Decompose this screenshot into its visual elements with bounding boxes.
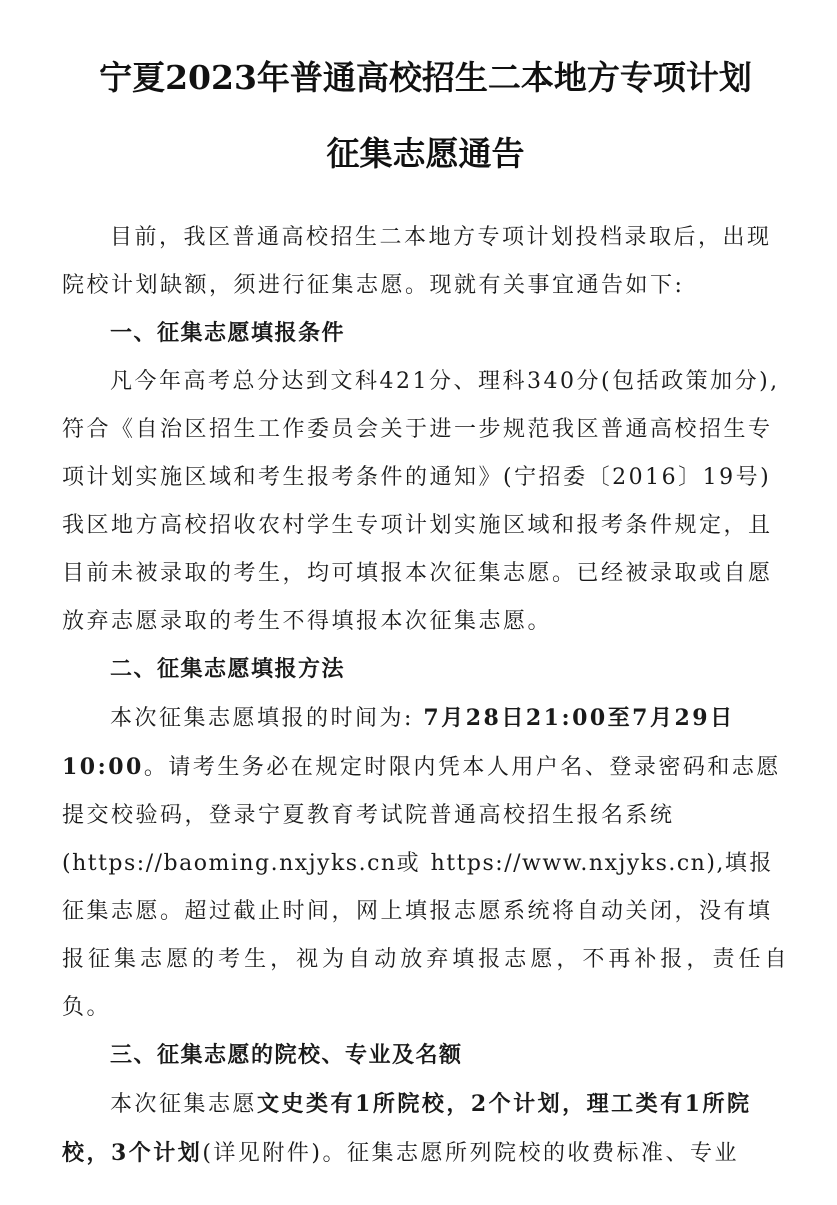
section-2-line-3: 提交校验码，登录宁夏教育考试院普通高校招生报名系统	[62, 803, 675, 828]
section-2-heading: 二、征集志愿填报方法	[110, 657, 346, 682]
section-2-line-2	[62, 743, 789, 792]
quota-rest: (详见附件)。征集志愿所列院校的收费标准、专业	[202, 1141, 739, 1166]
section-3-line-2	[62, 1129, 789, 1178]
section-1-line: 放弃志愿录取的考生不得填报本次征集志愿。	[62, 609, 553, 634]
time-label: 本次征集志愿填报的时间为:	[110, 706, 424, 731]
quota-bold-1: 文史类有1所院校，2个计划，理工类有1所院	[257, 1091, 752, 1117]
title-line-2: 征集志愿通告	[326, 134, 525, 173]
fill-text: 填报	[724, 851, 774, 876]
instruction-text: 。请考生务必在规定时限内凭本人用户名、登录密码和志愿	[143, 755, 781, 780]
title-line-1: 宁夏2023年普通高校招生二本地方专项计划	[99, 58, 752, 97]
quota-prefix: 本次征集志愿	[110, 1092, 258, 1117]
system-url-2[interactable]: https://www.nxjyks.cn),	[430, 851, 725, 876]
section-2-line-5: 征集志愿。超过截止时间，网上填报志愿系统将自动关闭，没有填	[62, 899, 773, 924]
section-1-heading: 一、征集志愿填报条件	[110, 321, 346, 346]
notice-body	[62, 214, 789, 1178]
section-3-line-1	[62, 1080, 789, 1129]
or-text: 或	[396, 851, 422, 876]
quota-bold-2: 校，3个计划	[62, 1140, 203, 1166]
section-1-line: 符合《自治区招生工作委员会关于进一步规范我区普通高校招生专	[62, 417, 773, 442]
system-url-1[interactable]: (https://baoming.nxjyks.cn	[62, 851, 397, 876]
section-2-line-4	[62, 840, 789, 888]
section-2-line-1	[62, 694, 789, 743]
section-2-line-6: 报征集志愿的考生，视为自动放弃填报志愿，不再补报，责任自负。	[62, 947, 789, 1020]
intro-line-1: 目前，我区普通高校招生二本地方专项计划投档录取后，出现	[110, 225, 772, 250]
section-1-line: 凡今年高考总分达到文科421分、理科340分(包括政策加分),	[110, 369, 780, 394]
section-3-heading: 三、征集志愿的院校、专业及名额	[110, 1043, 463, 1068]
section-1-line: 项计划实施区域和考生报考条件的通知》(宁招委〔2016〕19号)	[62, 465, 772, 490]
time-start: 7月28日21:00至7月29日	[423, 705, 735, 731]
section-1-line: 目前未被录取的考生，均可填报本次征集志愿。已经被录取或自愿	[62, 561, 773, 586]
time-end: 10:00	[62, 754, 144, 780]
intro-line-2: 院校计划缺额，须进行征集志愿。现就有关事宜通告如下:	[62, 273, 685, 298]
section-1-line: 我区地方高校招收农村学生专项计划实施区域和报考条件规定，且	[62, 513, 773, 538]
